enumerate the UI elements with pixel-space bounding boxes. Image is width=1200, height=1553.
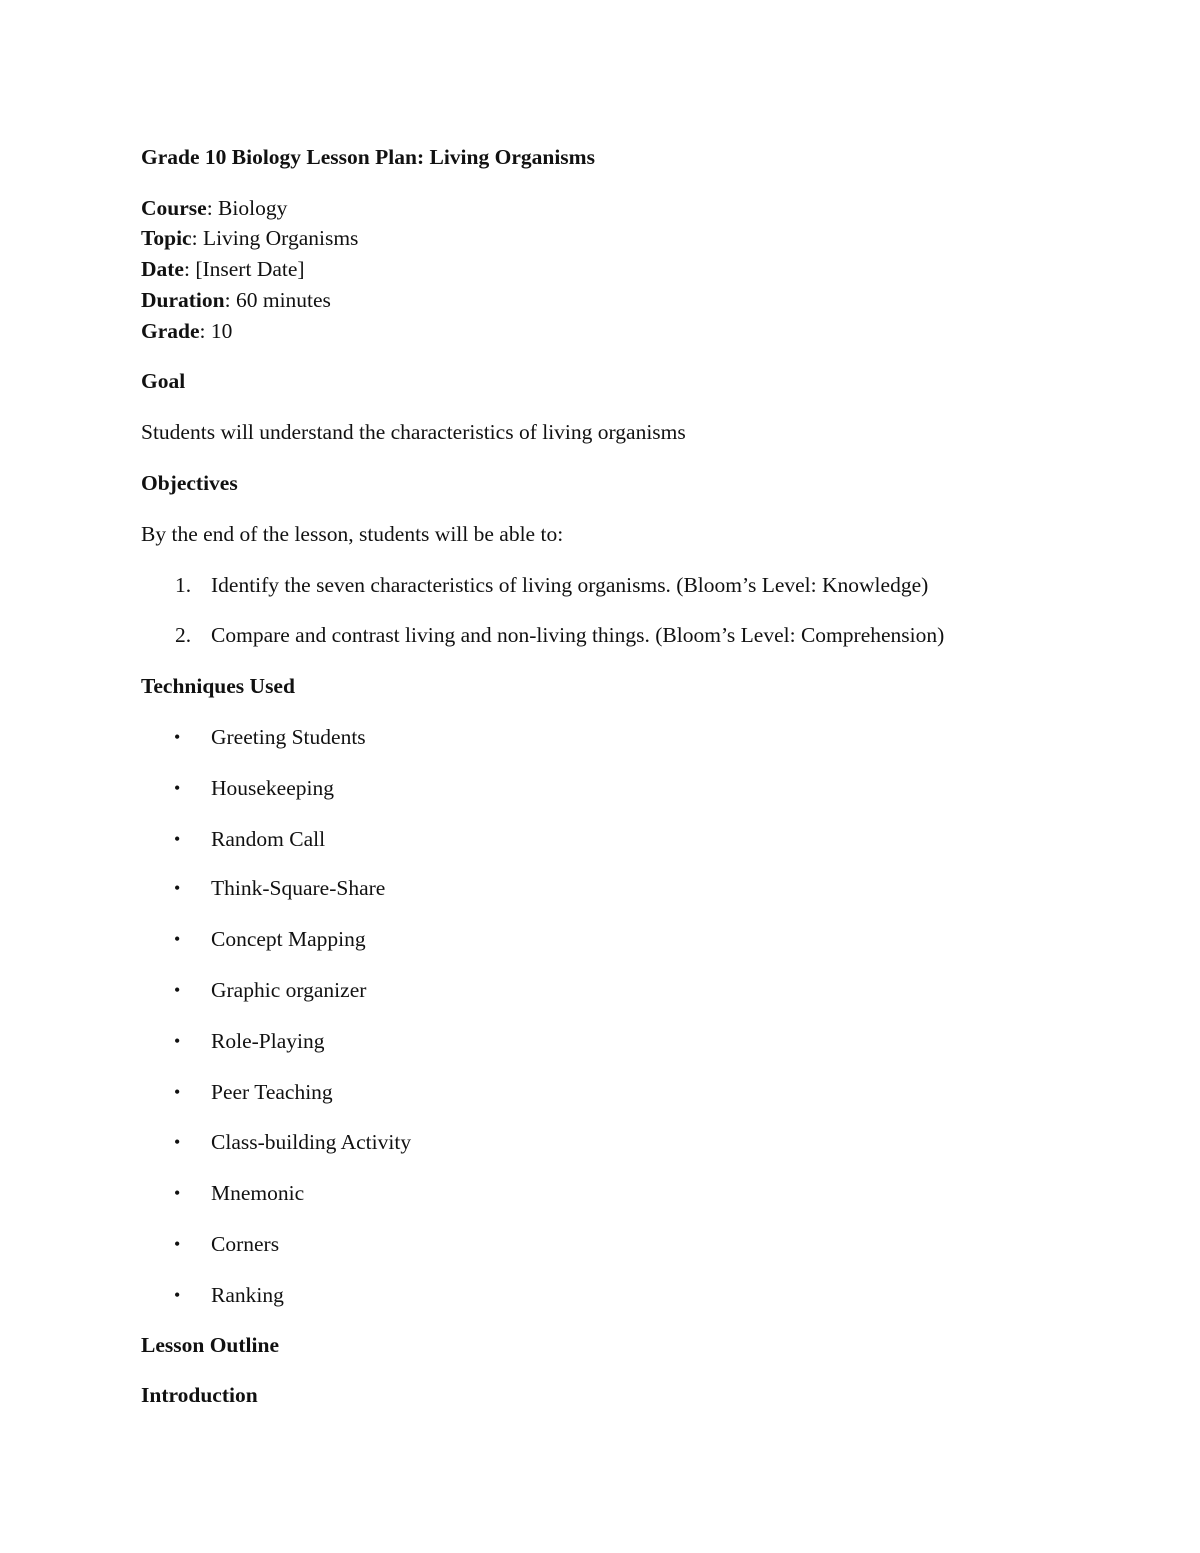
bullet-icon: • <box>174 1183 181 1203</box>
bullet-icon: • <box>174 878 181 898</box>
techniques-heading: Techniques Used <box>141 674 295 698</box>
detail-value: : [Insert Date] <box>183 257 305 281</box>
list-item: Role-Playing <box>211 1029 325 1053</box>
detail-value: : Biology <box>206 196 288 220</box>
lesson-outline-heading: Lesson Outline <box>141 1333 279 1357</box>
detail-grade <box>141 318 232 344</box>
bullet-icon: • <box>174 1082 181 1102</box>
detail-label: Duration <box>141 288 225 312</box>
bullet-icon: • <box>174 1132 181 1152</box>
objective-text: Compare and contrast living and non-living things. (Bloom’s Level: Comprehension) <box>211 623 945 647</box>
detail-value: : Living Organisms <box>191 226 359 250</box>
bullet-icon: • <box>174 1031 181 1051</box>
detail-topic <box>141 225 358 251</box>
bullet-icon: • <box>174 727 181 747</box>
detail-value: : 10 <box>199 319 233 343</box>
list-item: Mnemonic <box>211 1181 305 1205</box>
list-item: Concept Mapping <box>211 927 366 951</box>
detail-label: Course <box>141 196 207 220</box>
list-item: Corners <box>211 1232 280 1256</box>
bullet-icon: • <box>174 980 181 1000</box>
list-item: Random Call <box>211 827 326 851</box>
objective-text: Identify the seven characteristics of living organisms. (Bloom’s Level: Knowledge) <box>211 573 929 597</box>
list-item: Think-Square-Share <box>211 876 386 900</box>
detail-value: : 60 minutes <box>224 288 331 312</box>
bullet-icon: • <box>174 829 181 849</box>
objective-number: 1. <box>175 573 192 597</box>
bullet-icon: • <box>174 929 181 949</box>
list-item: Graphic organizer <box>211 978 367 1002</box>
list-item: Greeting Students <box>211 725 366 749</box>
introduction-heading: Introduction <box>141 1383 258 1407</box>
detail-course <box>141 195 287 221</box>
bullet-icon: • <box>174 1234 181 1254</box>
list-item: Class-building Activity <box>211 1130 412 1154</box>
detail-label: Topic <box>141 226 192 250</box>
goal-text: Students will understand the characteristics of living organisms <box>141 420 686 444</box>
detail-duration <box>141 287 331 313</box>
list-item: Housekeeping <box>211 776 334 800</box>
objectives-intro: By the end of the lesson, students will be able to: <box>141 522 564 546</box>
detail-date <box>141 256 305 282</box>
objectives-heading: Objectives <box>141 471 238 495</box>
bullet-icon: • <box>174 778 181 798</box>
list-item: Ranking <box>211 1283 284 1307</box>
goal-heading: Goal <box>141 369 186 393</box>
document-title: Grade 10 Biology Lesson Plan: Living Organisms <box>141 145 595 169</box>
bullet-icon: • <box>174 1285 181 1305</box>
objective-number: 2. <box>175 623 192 647</box>
detail-label: Date <box>141 257 184 281</box>
list-item: Peer Teaching <box>211 1080 333 1104</box>
detail-label: Grade <box>141 319 200 343</box>
